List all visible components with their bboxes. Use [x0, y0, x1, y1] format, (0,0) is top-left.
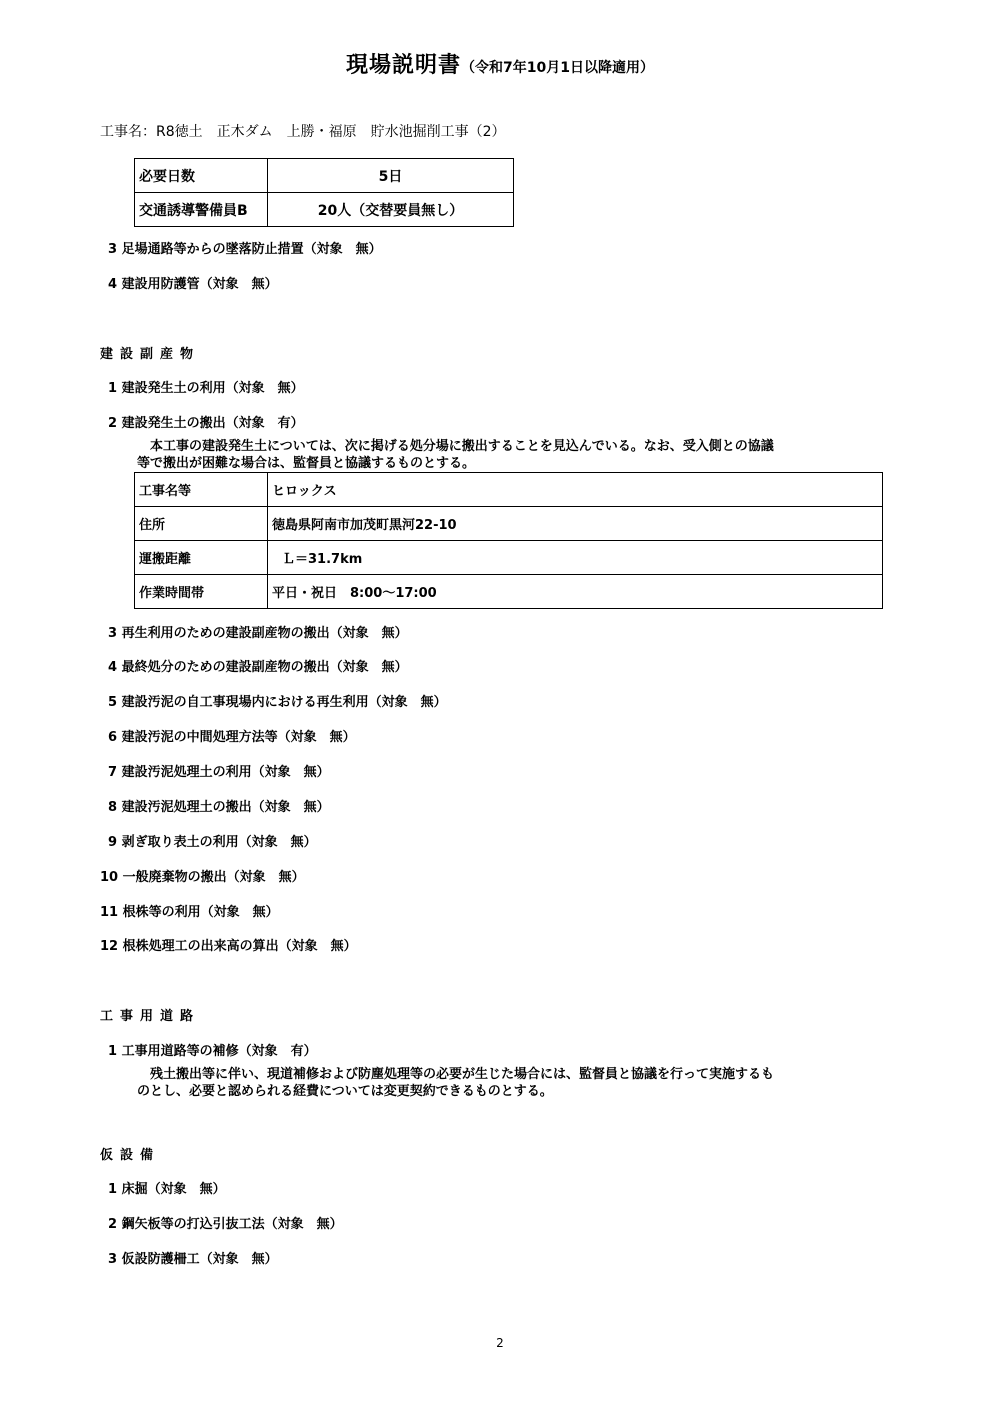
- list-item: 11 根株等の利用（対象 無）: [100, 905, 279, 920]
- traffic-guard-value: 20人（交替要員無し）: [268, 193, 514, 227]
- section-heading-roads: 工事用道路: [100, 1009, 201, 1024]
- table-cell-value: 平日・祝日 8:00～17:00: [268, 575, 883, 609]
- list-item: 10 一般廃棄物の搬出（対象 無）: [100, 870, 305, 885]
- paragraph-line: 等で搬出が困難な場合は、監督員と協議するものとする。: [137, 456, 476, 471]
- required-days-label: 必要日数: [135, 159, 268, 193]
- list-item: 8 建設汚泥処理土の搬出（対象 無）: [108, 800, 330, 815]
- list-item: 12 根株処理工の出来高の算出（対象 無）: [100, 939, 357, 954]
- traffic-guard-label: 交通誘導警備員B: [135, 193, 268, 227]
- page-number: 2: [496, 1336, 504, 1350]
- table-row: [135, 193, 514, 227]
- table-cell-value: ヒロックス: [268, 473, 883, 507]
- table-cell-value: 徳島県阿南市加茂町黒河22-10: [268, 507, 883, 541]
- disposal-site-table: [134, 472, 883, 609]
- paragraph-line: 本工事の建設発生土については、次に掲げる処分場に搬出することを見込んでいる。なお、受入側との協議: [150, 439, 774, 454]
- list-item: 1 建設発生土の利用（対象 無）: [108, 381, 304, 396]
- table-row: [135, 575, 883, 609]
- table-cell-value: Ｌ＝31.7km: [268, 541, 883, 575]
- section-heading-byproducts: 建設副産物: [100, 347, 201, 362]
- paragraph-line: のとし、必要と認められる経費については変更契約できるものとする。: [137, 1084, 553, 1099]
- list-item: 3 足場通路等からの墜落防止措置（対象 無）: [108, 242, 382, 257]
- list-item: 2 建設発生土の搬出（対象 有）: [108, 416, 304, 431]
- list-item: 3 再生利用のための建設副産物の搬出（対象 無）: [108, 626, 408, 641]
- list-item: 7 建設汚泥処理土の利用（対象 無）: [108, 765, 330, 780]
- section-heading-temporary-facilities: 仮設備: [100, 1148, 161, 1163]
- list-item: 1 床掘（対象 無）: [108, 1182, 226, 1197]
- required-days-value: 5日: [268, 159, 514, 193]
- summary-table: [134, 158, 514, 227]
- list-item: 1 工事用道路等の補修（対象 有）: [108, 1044, 317, 1059]
- table-cell-label: 住所: [135, 507, 268, 541]
- paragraph-line: 残土搬出等に伴い、現道補修および防塵処理等の必要が生じた場合には、監督員と協議を行って実施するも: [150, 1067, 775, 1082]
- list-item: 4 最終処分のための建設副産物の搬出（対象 無）: [108, 660, 408, 675]
- list-item: 4 建設用防護管（対象 無）: [108, 277, 278, 292]
- table-row: [135, 507, 883, 541]
- title-applicability: （令和7年10月1日以降適用）: [461, 60, 654, 76]
- table-row: [135, 541, 883, 575]
- project-name: 工事名：R8徳土 正木ダム 上勝・福原 貯水池掘削工事（2）: [100, 124, 506, 140]
- list-item: 9 剥ぎ取り表土の利用（対象 無）: [108, 835, 317, 850]
- list-item: 5 建設汚泥の自工事現場内における再生利用（対象 無）: [108, 695, 447, 710]
- document-title: [0, 48, 1000, 79]
- table-row: [135, 159, 514, 193]
- list-item: 3 仮設防護柵工（対象 無）: [108, 1252, 278, 1267]
- title-main: 現場説明書: [346, 53, 462, 78]
- table-cell-label: 運搬距離: [135, 541, 268, 575]
- list-item: 2 鋼矢板等の打込引抜工法（対象 無）: [108, 1217, 343, 1232]
- table-cell-label: 作業時間帯: [135, 575, 268, 609]
- list-item: 6 建設汚泥の中間処理方法等（対象 無）: [108, 730, 356, 745]
- table-row: [135, 473, 883, 507]
- table-cell-label: 工事名等: [135, 473, 268, 507]
